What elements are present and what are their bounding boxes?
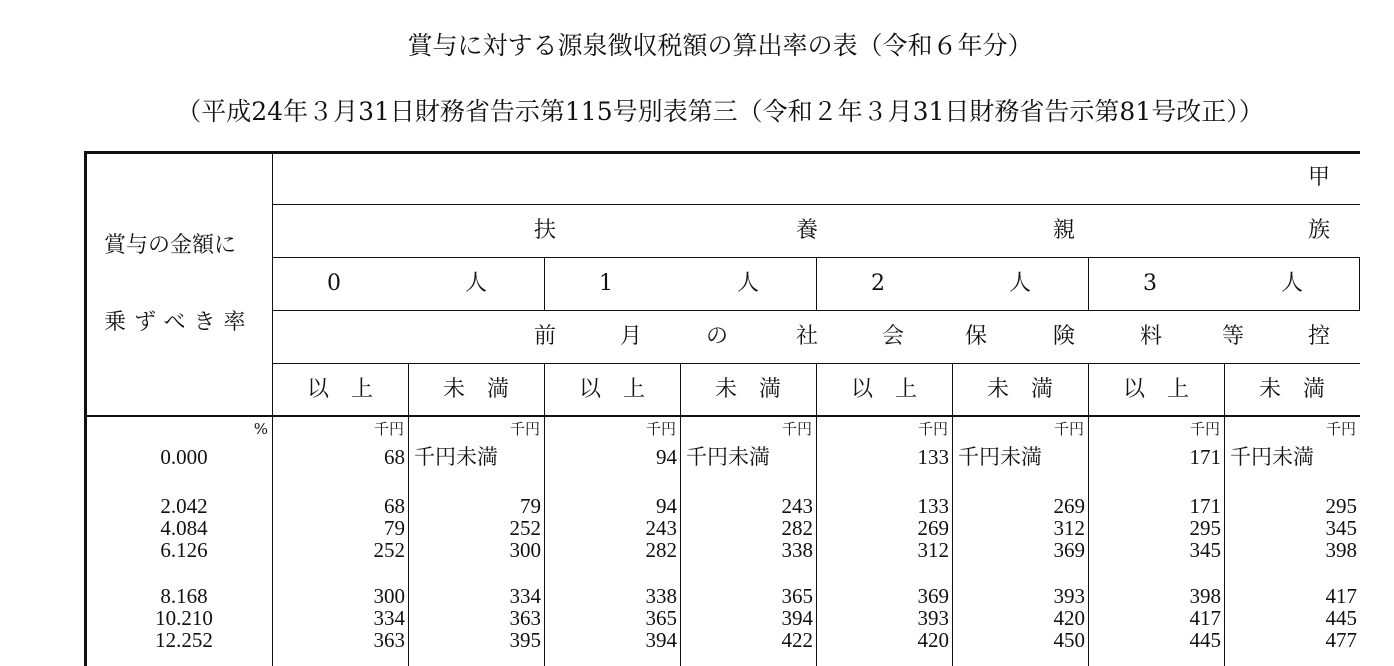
less-than-5: 千円未満 (958, 445, 1042, 469)
rate-value-3: 6.126 (160, 538, 208, 562)
cell-r2-c0: 79 (384, 516, 405, 540)
group-separator-count-2 (1088, 257, 1089, 310)
deduction-char-4: 会 (882, 324, 905, 349)
cell-r2-c4: 269 (917, 516, 949, 540)
page-title: 賞与に対する源泉徴収税額の算出率の表（令和６年分） (407, 31, 1033, 60)
cell-r1-c5: 269 (1053, 494, 1085, 518)
cell-r1-c7: 295 (1325, 494, 1357, 518)
yen-unit-4: 千円 (917, 420, 948, 438)
row-header-line1: 賞与の金額に (104, 233, 237, 258)
miman-label-7: 未 満 (1258, 377, 1325, 402)
yen-unit-1: 千円 (509, 420, 540, 438)
percent-unit: % (253, 420, 268, 438)
cell-r2-c1: 252 (509, 516, 541, 540)
yen-unit-5: 千円 (1053, 420, 1084, 438)
cell-r0-c6: 171 (1189, 445, 1221, 469)
right-border-count (1359, 257, 1360, 310)
cell-r4-c5: 393 (1053, 584, 1085, 608)
dependents-count-1: 1 (599, 271, 613, 296)
cell-r3-c6: 345 (1189, 538, 1221, 562)
dependents-unit-1: 人 (737, 271, 760, 296)
cell-r1-c0: 68 (384, 494, 405, 518)
fuyou-char-3: 族 (1308, 218, 1331, 243)
deduction-char-3: 社 (796, 324, 819, 349)
cell-r5-c7: 445 (1325, 606, 1357, 630)
yen-unit-2: 千円 (645, 420, 676, 438)
cell-r6-c3: 422 (781, 628, 813, 652)
rate-value-4: 8.168 (160, 584, 208, 608)
cell-r1-c2: 94 (656, 494, 677, 518)
cell-r3-c7: 398 (1325, 538, 1357, 562)
cell-r5-c5: 420 (1053, 606, 1085, 630)
miman-label-1: 未 満 (442, 377, 509, 402)
ijou-label-6: 以 上 (1122, 377, 1189, 402)
yen-unit-3: 千円 (781, 420, 812, 438)
cell-r6-c7: 477 (1325, 628, 1357, 652)
header-line-3 (272, 310, 1360, 311)
cell-r0-c4: 133 (917, 445, 949, 469)
yen-unit-6: 千円 (1189, 420, 1220, 438)
cell-r3-c5: 369 (1053, 538, 1085, 562)
cell-r6-c6: 445 (1189, 628, 1221, 652)
rate-value-2: 4.084 (160, 516, 208, 540)
row-header-line2: 乗ずべき率 (104, 310, 254, 335)
deduction-char-2: の (706, 324, 729, 349)
deduction-char-8: 等 (1222, 324, 1245, 349)
ijou-label-4: 以 上 (850, 377, 917, 402)
cell-r1-c3: 243 (781, 494, 813, 518)
dependents-count-2: 2 (871, 271, 885, 296)
yen-unit-0: 千円 (373, 420, 404, 438)
cell-r3-c0: 252 (373, 538, 405, 562)
rate-value-5: 10.210 (155, 606, 213, 630)
table-top-border (84, 151, 1360, 154)
dependents-count-3: 3 (1143, 271, 1157, 296)
cell-r2-c2: 243 (645, 516, 677, 540)
cell-r1-c1: 79 (520, 494, 541, 518)
cell-r6-c1: 395 (509, 628, 541, 652)
cell-r5-c6: 417 (1189, 606, 1221, 630)
cell-r1-c4: 133 (917, 494, 949, 518)
cell-r5-c2: 365 (645, 606, 677, 630)
cell-r2-c6: 295 (1189, 516, 1221, 540)
cell-r2-c5: 312 (1053, 516, 1085, 540)
less-than-3: 千円未満 (686, 445, 770, 469)
header-line-1 (272, 204, 1360, 205)
group-separator-count-1 (816, 257, 817, 310)
fuyou-char-0: 扶 (534, 218, 557, 243)
cell-r0-c2: 94 (656, 445, 677, 469)
cell-r4-c4: 369 (917, 584, 949, 608)
cell-r1-c6: 171 (1189, 494, 1221, 518)
deduction-char-0: 前 (534, 324, 557, 349)
fuyou-char-1: 養 (796, 218, 819, 243)
miman-label-3: 未 満 (714, 377, 781, 402)
dependents-unit-2: 人 (1009, 271, 1032, 296)
cell-r6-c2: 394 (645, 628, 677, 652)
cell-r3-c2: 282 (645, 538, 677, 562)
page-subtitle: （平成24年３月31日財務省告示第115号別表第三（令和２年３月31日財務省告示第81号改正）） (176, 97, 1264, 126)
cell-r5-c0: 334 (373, 606, 405, 630)
deduction-char-7: 料 (1140, 324, 1163, 349)
less-than-7: 千円未満 (1230, 445, 1314, 469)
table-left-border (84, 151, 87, 666)
group-separator-count-0 (544, 257, 545, 310)
header-bottom-border (84, 415, 1360, 417)
cell-r4-c1: 334 (509, 584, 541, 608)
cell-r4-c3: 365 (781, 584, 813, 608)
deduction-char-1: 月 (620, 324, 643, 349)
less-than-1: 千円未満 (414, 445, 498, 469)
rate-value-0: 0.000 (160, 445, 208, 469)
ijou-label-0: 以 上 (306, 377, 373, 402)
cell-r5-c1: 363 (509, 606, 541, 630)
cell-r3-c3: 338 (781, 538, 813, 562)
cell-r0-c0: 68 (384, 445, 405, 469)
miman-label-5: 未 満 (986, 377, 1053, 402)
cell-r2-c7: 345 (1325, 516, 1357, 540)
cell-r6-c4: 420 (917, 628, 949, 652)
ijou-label-2: 以 上 (578, 377, 645, 402)
dependents-unit-3: 人 (1281, 271, 1304, 296)
cell-r5-c4: 393 (917, 606, 949, 630)
cell-r6-c0: 363 (373, 628, 405, 652)
deduction-char-9: 控 (1308, 324, 1331, 349)
kou-label: 甲 (1308, 165, 1331, 190)
fuyou-char-2: 親 (1053, 218, 1076, 243)
cell-r4-c0: 300 (373, 584, 405, 608)
cell-r6-c5: 450 (1053, 628, 1085, 652)
deduction-char-6: 険 (1053, 324, 1076, 349)
rate-value-6: 12.252 (155, 628, 213, 652)
cell-r3-c1: 300 (509, 538, 541, 562)
dependents-unit-0: 人 (465, 271, 488, 296)
cell-r4-c7: 417 (1325, 584, 1357, 608)
cell-r3-c4: 312 (917, 538, 949, 562)
yen-unit-7: 千円 (1325, 420, 1356, 438)
cell-r4-c2: 338 (645, 584, 677, 608)
dependents-count-0: 0 (327, 271, 341, 296)
cell-r4-c6: 398 (1189, 584, 1221, 608)
rate-value-1: 2.042 (160, 494, 208, 518)
cell-r5-c3: 394 (781, 606, 813, 630)
deduction-char-5: 保 (965, 324, 988, 349)
cell-r2-c3: 282 (781, 516, 813, 540)
